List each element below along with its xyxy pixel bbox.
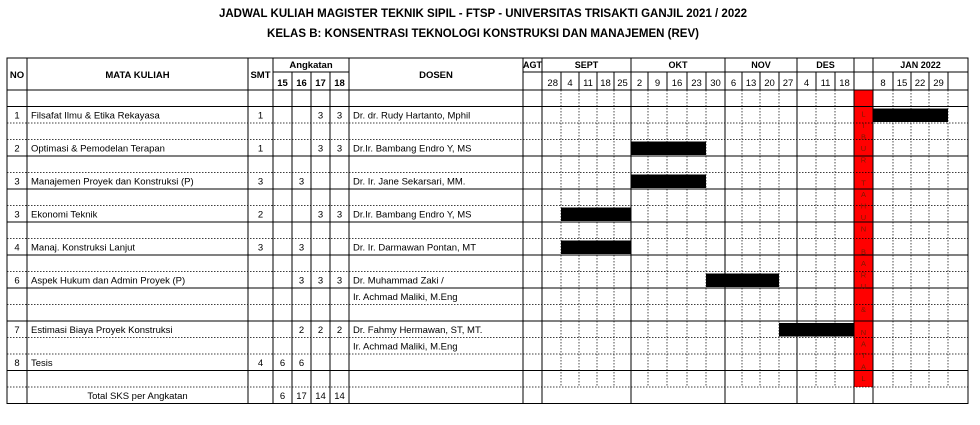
holiday-letter: A: [860, 362, 867, 372]
week-label: 22: [914, 78, 926, 89]
course-angkatan-sks: 3: [336, 143, 343, 155]
week-label: 11: [583, 78, 593, 89]
holiday-letter: &: [860, 305, 867, 314]
week-label: 11: [820, 78, 831, 89]
course-dosen: Dr. dr. Rudy Hartanto, Mphil: [353, 110, 471, 122]
week-label: 18: [600, 78, 611, 89]
week-label: 23: [691, 78, 702, 89]
total-value: 14: [315, 391, 326, 402]
schedule-bar: [706, 274, 779, 288]
total-value: 14: [334, 391, 345, 402]
holiday-letter: I: [862, 121, 865, 130]
holiday-letter: U: [860, 213, 867, 222]
month-label: OKT: [668, 60, 688, 70]
header-angkatan-year: 15: [277, 78, 288, 89]
course-angkatan-sks: 6: [298, 358, 305, 369]
course-name: Manaj. Konstruksi Lanjut: [31, 242, 136, 254]
holiday-letter: B: [860, 132, 867, 142]
holiday-letter: U: [860, 282, 867, 291]
holiday-letter: T: [861, 178, 866, 188]
week-label: 8: [880, 78, 886, 89]
holiday-letter: L: [861, 374, 866, 383]
week-label: 30: [710, 78, 721, 89]
course-smt: 1: [257, 110, 264, 122]
course-name: Estimasi Biaya Proyek Konstruksi: [31, 325, 173, 336]
schedule-bar: [631, 142, 706, 156]
header-mata-kuliah: MATA KULIAH: [105, 70, 170, 81]
course-dosen: Ir. Achmad Maliki, M.Eng: [353, 341, 458, 353]
course-angkatan-sks: 3: [336, 275, 343, 287]
course-name: Filsafat Ilmu & Etika Rekayasa: [31, 110, 160, 122]
course-angkatan-sks: 2: [336, 325, 343, 336]
holiday-letter: R: [860, 155, 867, 165]
course-smt: 1: [257, 143, 264, 155]
total-value: 17: [296, 391, 307, 402]
header-smt: SMT: [250, 70, 271, 81]
header-angkatan-year: 17: [315, 78, 326, 89]
week-label: 25: [617, 78, 628, 89]
course-dosen: Dr. Fahmy Hermawan, ST, MT.: [353, 325, 483, 336]
holiday-letter: N: [860, 328, 867, 337]
course-name: Aspek Hukum dan Admin Proyek (P): [31, 275, 186, 287]
course-no: 6: [14, 275, 20, 287]
week-label: 4: [567, 78, 573, 89]
holiday-letter: H: [860, 201, 867, 211]
course-dosen: Dr. Ir. Jane Sekarsari, MM.: [353, 176, 466, 188]
course-dosen: Dr. Ir. Darmawan Pontan, MT: [353, 242, 477, 254]
course-name: Manajemen Proyek dan Konstruksi (P): [31, 176, 194, 188]
schedule-bar: [561, 208, 631, 222]
course-smt: 3: [257, 242, 264, 254]
week-label: 4: [803, 78, 810, 89]
course-dosen: Dr.Ir. Bambang Endro Y, MS: [353, 209, 472, 221]
week-label: 6: [730, 78, 737, 89]
total-label: Total SKS per Angkatan: [87, 391, 188, 402]
course-smt: 3: [257, 176, 264, 188]
course-no: 8: [14, 358, 20, 369]
course-name: Tesis: [31, 358, 53, 369]
month-label: NOV: [751, 60, 771, 70]
course-no: 4: [14, 242, 20, 254]
course-angkatan-sks: 6: [279, 358, 286, 369]
month-label: SEPT: [574, 60, 599, 70]
course-no: 1: [14, 110, 20, 122]
week-label: 18: [839, 78, 850, 89]
course-angkatan-sks: 3: [298, 176, 305, 188]
header-dosen: DOSEN: [419, 70, 453, 81]
holiday-letter: B: [860, 247, 867, 257]
course-angkatan-sks: 3: [317, 110, 324, 122]
holiday-letter: U: [860, 144, 867, 153]
week-label: 27: [782, 78, 794, 89]
holiday-letter: T: [861, 351, 866, 360]
course-dosen: Ir. Achmad Maliki, M.Eng: [353, 292, 458, 303]
holiday-letter: N: [860, 224, 867, 234]
week-label: 9: [654, 78, 661, 89]
course-name: Ekonomi Teknik: [31, 209, 98, 221]
month-label: AGT: [523, 60, 542, 70]
header-angkatan: Angkatan: [289, 60, 333, 71]
holiday-letter: R: [860, 270, 867, 280]
course-angkatan-sks: 3: [317, 275, 324, 287]
course-dosen: Dr. Muhammad Zaki /: [353, 275, 444, 287]
week-label: 28: [547, 78, 558, 89]
week-label: 20: [764, 78, 775, 89]
course-angkatan-sks: 2: [317, 325, 324, 336]
week-label: 16: [671, 78, 683, 89]
week-label: 2: [636, 78, 643, 89]
course-angkatan-sks: 3: [336, 209, 343, 221]
header-angkatan-year: 18: [334, 78, 345, 89]
schedule-bar: [561, 241, 631, 255]
course-angkatan-sks: 3: [298, 242, 305, 254]
course-smt: 2: [257, 209, 264, 221]
week-label: 13: [745, 78, 757, 89]
course-dosen: Dr.Ir. Bambang Endro Y, MS: [353, 143, 472, 155]
schedule-bar: [631, 175, 706, 189]
course-angkatan-sks: 3: [336, 110, 343, 122]
header-no: NO: [9, 70, 25, 81]
course-name: Optimasi & Pemodelan Terapan: [31, 143, 165, 155]
page-subtitle: KELAS B: KONSENTRASI TEKNOLOGI KONSTRUKSI DAN MANAJEMEN (REV): [267, 28, 699, 40]
total-value: 6: [279, 391, 286, 402]
schedule-bar: [779, 323, 854, 337]
month-label: DES: [816, 60, 835, 70]
holiday-letter: L: [861, 109, 866, 119]
schedule-bar: [873, 109, 948, 123]
course-no: 2: [14, 143, 20, 155]
course-angkatan-sks: 3: [298, 275, 305, 287]
course-no: 3: [14, 209, 20, 221]
holiday-letter: A: [860, 259, 867, 268]
holiday-letter: A: [860, 339, 867, 349]
course-angkatan-sks: 3: [317, 143, 324, 155]
course-smt: 4: [257, 358, 264, 369]
course-angkatan-sks: 3: [317, 209, 324, 221]
course-no: 7: [14, 325, 20, 336]
month-label: JAN 2022: [900, 60, 941, 70]
header-angkatan-year: 16: [296, 78, 307, 89]
holiday-letter: A: [860, 190, 867, 199]
week-label: 29: [933, 78, 944, 89]
week-label: 15: [896, 78, 908, 89]
course-no: 3: [14, 176, 20, 188]
page-title: JADWAL KULIAH MAGISTER TEKNIK SIPIL - FTSP - UNIVERSITAS TRISAKTI GANJIL 2021 / 2022: [218, 8, 748, 20]
course-angkatan-sks: 2: [298, 325, 305, 336]
